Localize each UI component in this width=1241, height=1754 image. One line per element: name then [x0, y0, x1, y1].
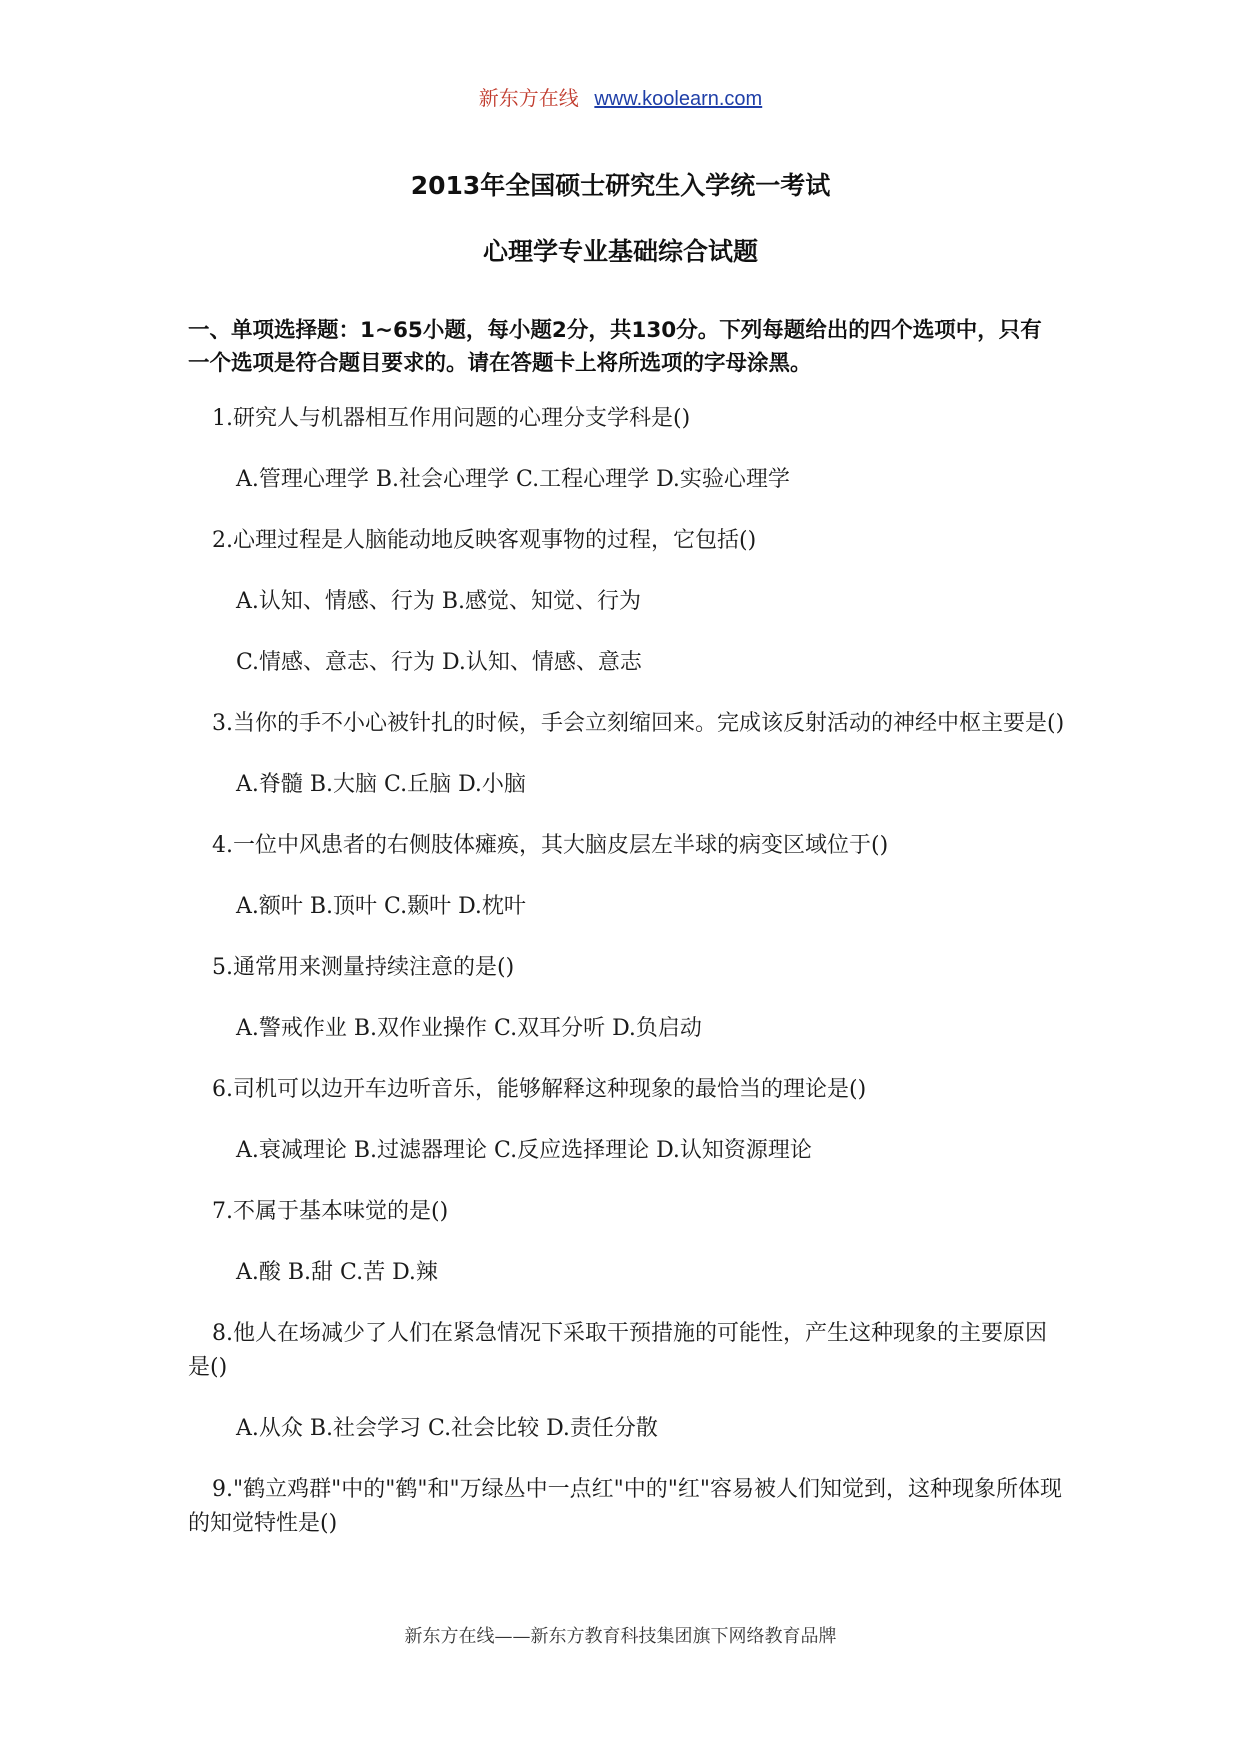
- brand-name: 新东方在线: [478, 88, 579, 110]
- question-1-stem: 1.研究人与机器相互作用问题的心理分支学科是(): [212, 406, 691, 431]
- question-3-stem: 3.当你的手不小心被针扎的时候，手会立刻缩回来。完成该反射活动的神经中枢主要是(): [212, 711, 1065, 736]
- question-9-stem: 9."鹤立鸡群"中的"鹤"和"万绿丛中一点红"中的"红"容易被人们知觉到，这种现象所体现的知觉特性是(): [188, 1477, 1062, 1536]
- question-2-options-line-1: A.认知、情感、行为 B.感觉、知觉、行为: [236, 589, 642, 614]
- page-header: [0, 82, 1241, 111]
- question-8-options: A.从众 B.社会学习 C.社会比较 D.责任分散: [236, 1416, 658, 1441]
- exam-title: 2013年全国硕士研究生入学统一考试: [410, 171, 831, 200]
- page-footer: 新东方在线——新东方教育科技集团旗下网络教育品牌: [404, 1626, 837, 1647]
- question-4-stem: 4.一位中风患者的右侧肢体瘫痪，其大脑皮层左半球的病变区域位于(): [212, 833, 889, 858]
- question-3-options: A.脊髓 B.大脑 C.丘脑 D.小脑: [236, 772, 526, 797]
- question-7-stem: 7.不属于基本味觉的是(): [212, 1199, 449, 1224]
- question-5-options: A.警戒作业 B.双作业操作 C.双耳分听 D.负启动: [236, 1016, 702, 1041]
- question-2-options-line-2: C.情感、意志、行为 D.认知、情感、意志: [236, 650, 642, 675]
- question-1-options: A.管理心理学 B.社会心理学 C.工程心理学 D.实验心理学: [236, 467, 790, 492]
- question-7-options: A.酸 B.甜 C.苦 D.辣: [236, 1260, 438, 1285]
- section-instruction: 一、单项选择题：1~65小题，每小题2分，共130分。下列每题给出的四个选项中，只有一个选项是符合题目要求的。请在答题卡上将所选项的字母涂黑。: [188, 318, 1042, 376]
- question-6-stem: 6.司机可以边开车边听音乐，能够解释这种现象的最恰当的理论是(): [212, 1077, 867, 1102]
- site-link[interactable]: www.koolearn.com: [594, 88, 763, 110]
- question-2-stem: 2.心理过程是人脑能动地反映客观事物的过程，它包括(): [212, 528, 757, 553]
- question-4-options: A.额叶 B.顶叶 C.颞叶 D.枕叶: [236, 894, 526, 919]
- question-8-stem: 8.他人在场减少了人们在紧急情况下采取干预措施的可能性，产生这种现象的主要原因是(): [188, 1321, 1047, 1380]
- question-list: [188, 402, 1068, 1568]
- question-5-stem: 5.通常用来测量持续注意的是(): [212, 955, 515, 980]
- exam-subtitle: 心理学专业基础综合试题: [482, 237, 758, 266]
- question-6-options: A.衰减理论 B.过滤器理论 C.反应选择理论 D.认知资源理论: [236, 1138, 812, 1163]
